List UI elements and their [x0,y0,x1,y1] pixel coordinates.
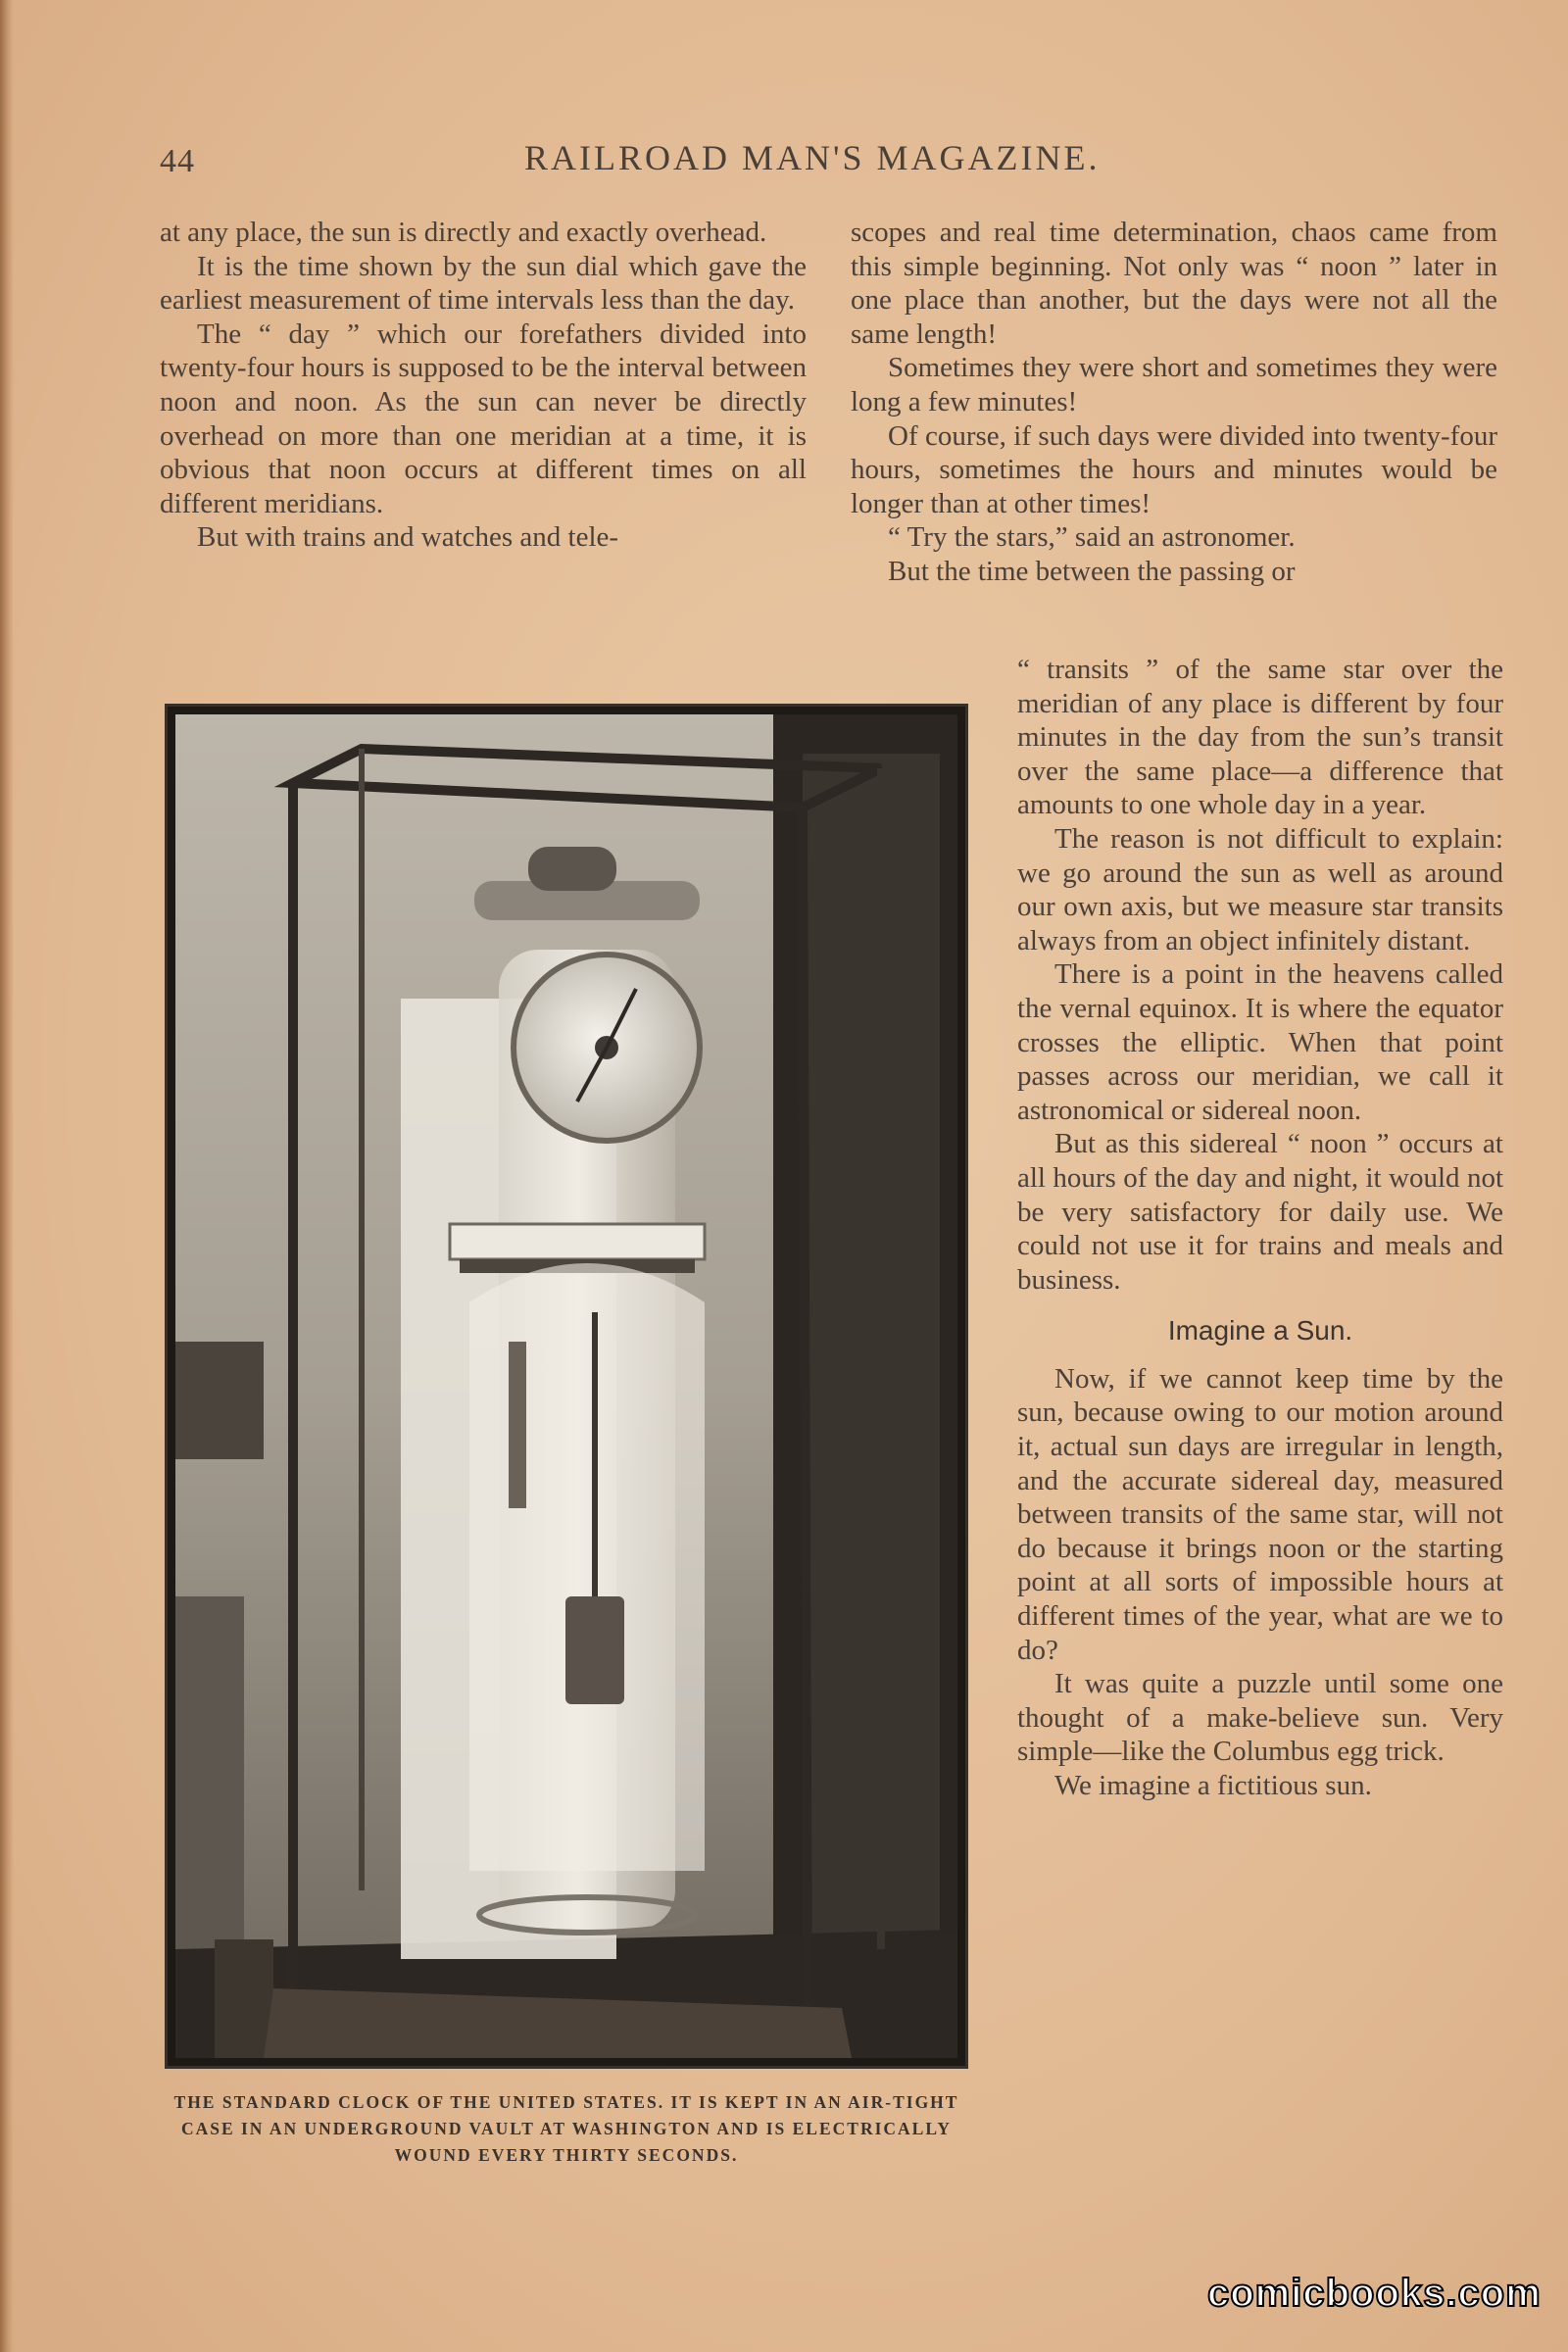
paragraph: There is a point in the heavens called the vernal equinox. It is where the equator crosses the elliptic. When that point passes across our meridian, we call it astronomical or sidereal noon. [1017,958,1503,1126]
paragraph: Of course, if such days were divided into twenty-four hours, sometimes the hours and minutes would be longer than at other times! [851,419,1497,519]
right-column-bottom [1017,653,1503,1803]
photo-caption: THE STANDARD CLOCK OF THE UNITED STATES. IT IS KEPT IN AN AIR-TIGHT CASE IN AN UNDERGROUND VAULT AT WASHINGTON AND IS ELECTRICALLY WOUND EVERY THIRTY SECONDS. [173,2092,959,2165]
paragraph: Now, if we cannot keep time by the sun, because owing to our motion around it, actual sun days are irregular in length, and the accurate sidereal day, measured between transits of the same star, will not do because it brings noon or the starting point at all sorts of impossible hours at different times of the year, what are we to do? [1017,1362,1503,1666]
photo-image [175,714,957,2058]
watermark-text: comicbooks.com [1207,2272,1542,2315]
section-subheading: Imagine a Sun. [1167,1315,1353,1347]
paragraph: It was quite a puzzle until some one thought of a make-believe sun. Very simple—like the Columbus egg trick. [1017,1668,1503,1768]
page-header [0,137,1568,196]
paragraph: We imagine a fictitious sun. [1054,1770,1372,1801]
standard-clock-illustration [175,714,957,2058]
left-column [160,216,807,555]
clock-photograph [165,704,968,2069]
paragraph: It is the time shown by the sun dial which gave the earliest measurement of time intervals less than the day. [160,250,807,317]
paragraph: The “ day ” which our forefathers divided into twenty-four hours is supposed to be the interval between noon and noon. As the sun can never be directly overhead on more than one meridian at a time, it is obvious that noon occurs at different times on all different meridians. [160,318,807,519]
paragraph: Sometimes they were short and sometimes they were long a few minutes! [851,352,1497,417]
paragraph: But the time between the passing or [888,555,1296,587]
paragraph: at any place, the sun is directly and exactly overhead. [160,217,767,248]
paragraph: But with trains and watches and tele- [197,521,619,554]
paragraph: But as this sidereal “ noon ” occurs at all hours of the day and night, it would not be very satisfactory for daily use. We could not use it for trains and meals and business. [1017,1128,1503,1296]
paragraph: The reason is not difficult to explain: we go around the sun as well as around our own axis, but we measure star transits always from an object infinitely distant. [1017,822,1503,956]
page-number: 44 [160,143,195,179]
page-edge [0,0,14,2352]
running-head: RAILROAD MAN'S MAGAZINE. [524,138,1101,177]
paragraph: “ transits ” of the same star over the meridian of any place is different by four minutes in the day from the sun’s transit over the same place—a difference that amounts to one whole day in a year. [1017,654,1503,821]
right-column-top [851,216,1497,589]
paragraph: “ Try the stars,” said an astronomer. [888,521,1296,554]
paragraph: scopes and real time determination, chaos came from this simple beginning. Not only was “ noon ” later in one place than another, but the days were not all the same length! [851,217,1497,350]
